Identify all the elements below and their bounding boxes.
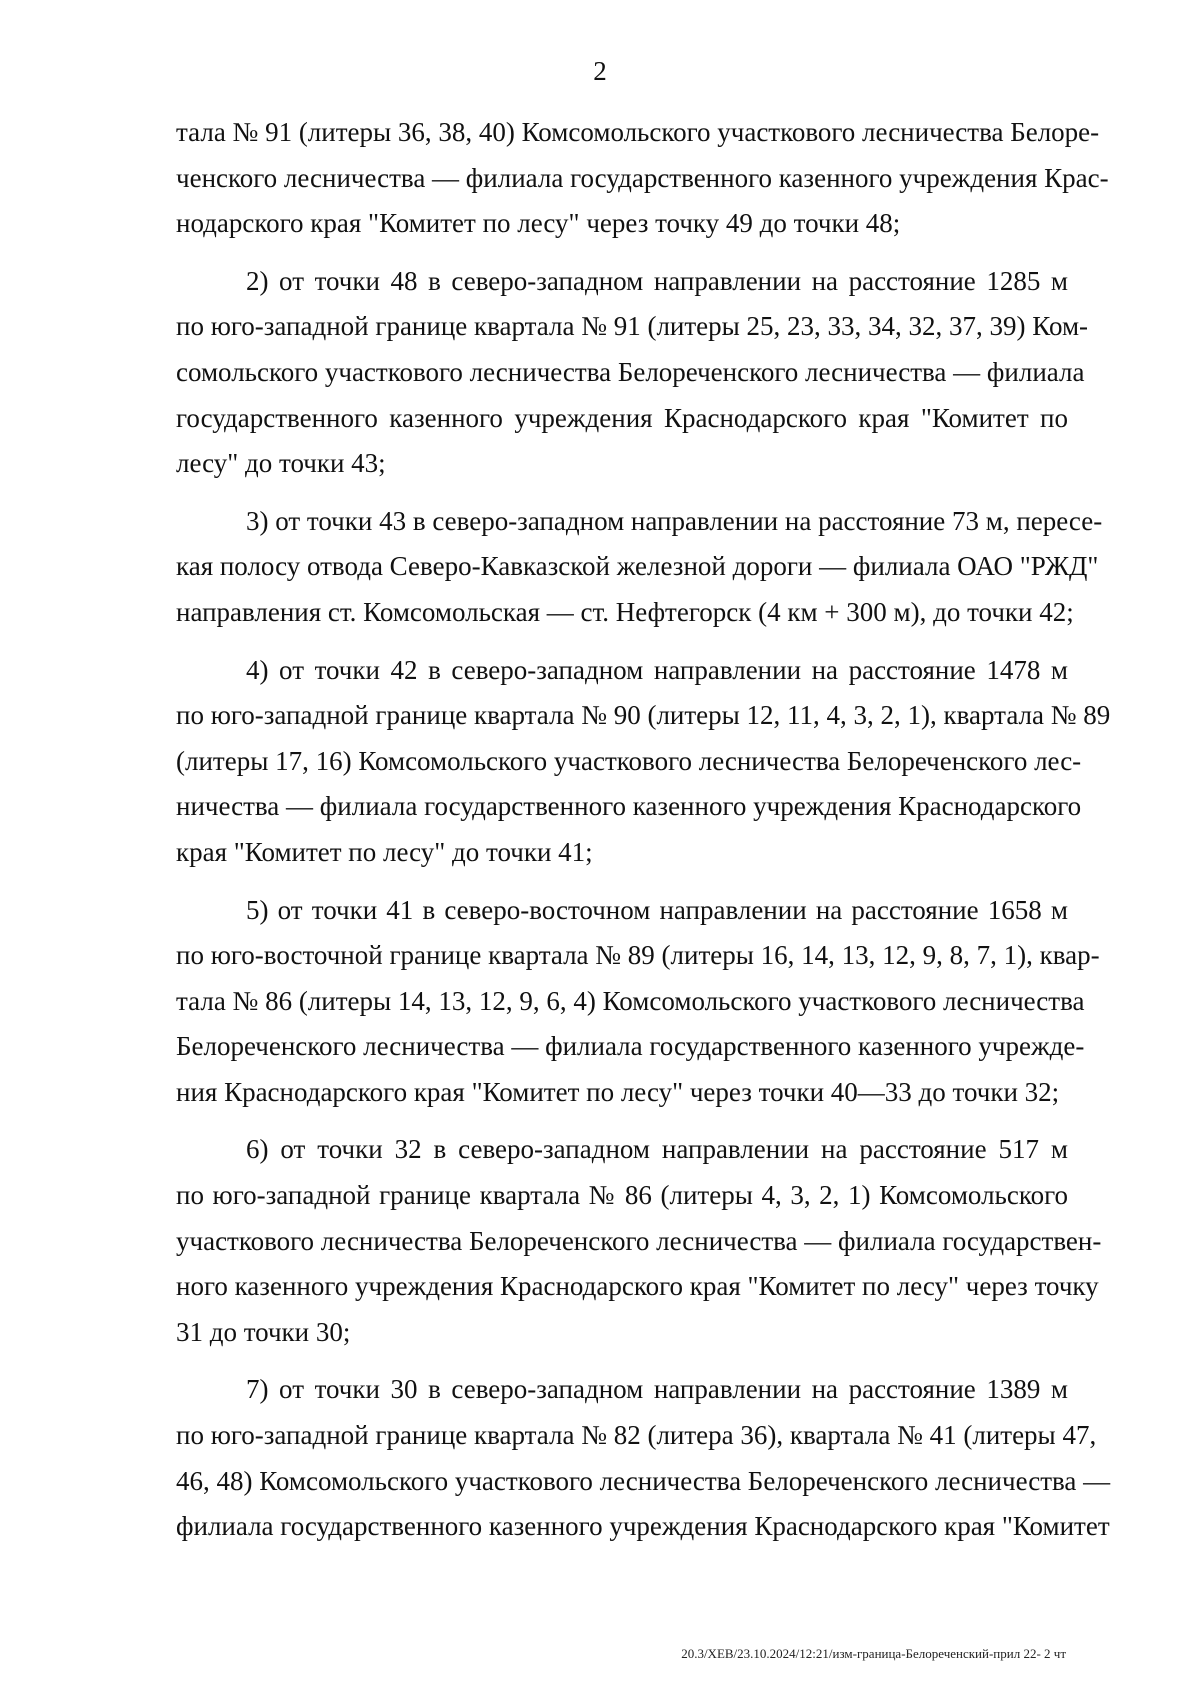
text-line: 46, 48) Комсомольского участкового лесничества Белореченского лесничества — [176, 1465, 1111, 1496]
paragraph-item-7 [176, 1367, 1111, 1549]
text-line: 6) от точки 32 в северо-западном направлении на расстояние 517 м [246, 1134, 1068, 1165]
text-line: филиала государственного казенного учреждения Краснодарского края "Комитет [176, 1511, 1110, 1542]
text-line: сомольского участкового лесничества Белореченского лесничества — филиала [176, 356, 1085, 387]
text-line: по юго-восточной границе квартала № 89 (литеры 16, 14, 13, 12, 9, 8, 7, 1), квар- [176, 940, 1100, 971]
text-line: лесу" до точки 43; [176, 448, 386, 479]
text-line: направления ст. Комсомольская — ст. Нефтегорск (4 км + 300 м), до точки 42; [176, 596, 1074, 627]
paragraph-item-5 [176, 888, 1100, 1116]
text-line: кая полосу отвода Северо-Кавказской железной дороги — филиала ОАО "РЖД" [176, 551, 1099, 582]
text-line: 4) от точки 42 в северо-западном направлении на расстояние 1478 м [246, 654, 1068, 685]
text-line: (литеры 17, 16) Комсомольского участкового лесничества Белореченского лес- [176, 745, 1082, 776]
text-line: Белореченского лесничества — филиала государственного казенного учрежде- [176, 1031, 1085, 1062]
paragraph-continuation [176, 110, 1109, 247]
paragraph-item-6 [176, 1127, 1102, 1355]
text-line: по юго-западной границе квартала № 91 (литеры 25, 23, 33, 34, 32, 37, 39) Ком- [176, 311, 1089, 342]
text-line: ничества — филиала государственного казенного учреждения Краснодарского [176, 791, 1082, 822]
text-line: по юго-западной границе квартала № 86 (литеры 4, 3, 2, 1) Комсомольского [176, 1180, 1068, 1211]
text-line: 2) от точки 48 в северо-западном направлении на расстояние 1285 м [246, 265, 1068, 296]
text-line: ченского лесничества — филиала государственного казенного учреждения Крас- [176, 162, 1109, 193]
paragraph-item-3 [176, 499, 1103, 636]
text-line: 3) от точки 43 в северо-западном направлении на расстояние 73 м, пересе- [246, 505, 1103, 536]
text-line: тала № 91 (литеры 36, 38, 40) Комсомольского участкового лесничества Белоре- [176, 117, 1100, 147]
text-line: 5) от точки 41 в северо-восточном направлении на расстояние 1658 м [246, 894, 1068, 925]
text-line: ния Краснодарского края "Комитет по лесу" через точки 40—33 до точки 32; [176, 1076, 1060, 1107]
document-footer-code: 20.3/XEB/23.10.2024/12:21/изм-граница-Белореченский-прил 22- 2 чт [681, 1646, 1066, 1661]
text-line: по юго-западной границе квартала № 82 (литера 36), квартала № 41 (литеры 47, [176, 1420, 1097, 1451]
text-line: 7) от точки 30 в северо-западном направлении на расстояние 1389 м [246, 1374, 1068, 1405]
paragraph-item-4 [176, 648, 1111, 876]
text-line: края "Комитет по лесу" до точки 41; [176, 836, 593, 867]
text-line: нодарского края "Комитет по лесу" через точку 49 до точки 48; [176, 208, 901, 239]
text-line: участкового лесничества Белореченского лесничества — филиала государствен- [176, 1225, 1102, 1256]
text-line: государственного казенного учреждения Краснодарского края "Комитет по [176, 402, 1068, 433]
text-line: тала № 86 (литеры 14, 13, 12, 9, 6, 4) Комсомольского участкового лесничества [176, 985, 1085, 1016]
text-line: по юго-западной границе квартала № 90 (литеры 12, 11, 4, 3, 2, 1), квартала № 89 [176, 700, 1111, 731]
text-line: ного казенного учреждения Краснодарского края "Комитет по лесу" через точку [176, 1271, 1099, 1302]
page-number: 2 [593, 56, 607, 86]
paragraph-item-2 [176, 259, 1089, 487]
document-body [176, 110, 1111, 1550]
text-line: 31 до точки 30; [176, 1316, 351, 1347]
